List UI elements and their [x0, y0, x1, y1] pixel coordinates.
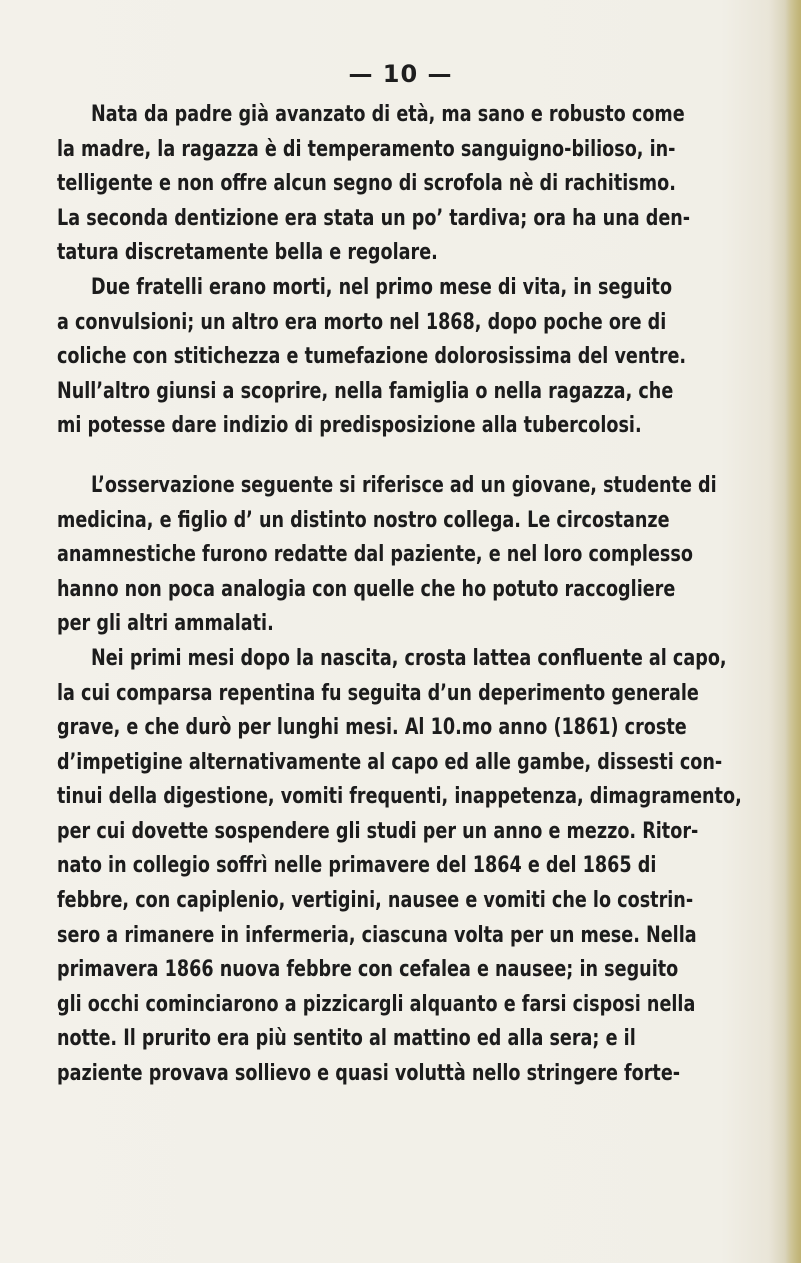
paragraph-1 [57, 98, 763, 271]
paragraph-2 [57, 271, 763, 444]
text-line: Null’altro giunsi a scoprire, nella famiglia o nella ragazza, che [57, 378, 674, 404]
text-line: paziente provava sollievo e quasi voluttà nello stringere forte- [57, 1061, 681, 1087]
text-line: tatura discretamente bella e regolare. [57, 240, 438, 266]
text-line: grave, e che durò per lunghi mesi. Al 10.mo anno (1861) croste [57, 715, 687, 741]
paragraph-gap [57, 444, 763, 469]
text-line: La seconda dentizione era stata un po’ tardiva; ora ha una den- [57, 205, 691, 231]
text-line: hanno non poca analogia con quelle che ho potuto raccogliere [57, 576, 676, 602]
text-line: gli occhi cominciarono a pizzicargli alquanto e farsi cisposi nella [57, 991, 696, 1017]
text-line: Nei primi mesi dopo la nascita, crosta lattea confluente al capo, [91, 645, 727, 671]
page-number: — 10 — [348, 60, 453, 88]
text-line: sero a rimanere in infermeria, ciascuna volta per un mese. Nella [57, 922, 697, 948]
text-line: telligente e non offre alcun segno di scrofola nè di rachitismo. [57, 171, 676, 197]
page-edge-discoloration [785, 0, 801, 1263]
text-line: febbre, con capiplenio, vertigini, nausee e vomiti che lo costrin- [57, 888, 694, 914]
paragraph-3 [57, 469, 763, 642]
text-line: per gli altri ammalati. [57, 611, 274, 637]
text-line: medicina, e figlio d’ un distinto nostro collega. Le circostanze [57, 507, 670, 533]
text-line: la cui comparsa repentina fu seguita d’un deperimento generale [57, 680, 699, 706]
text-line: per cui dovette sospendere gli studi per un anno e mezzo. Ritor- [57, 818, 699, 844]
text-line: tinui della digestione, vomiti frequenti, inappetenza, dimagramento, [57, 784, 742, 810]
text-line: L’osservazione seguente si riferisce ad un giovane, studente di [91, 472, 717, 498]
text-line: anamnestiche furono redatte dal paziente, e nel loro complesso [57, 542, 693, 568]
body-text [57, 98, 763, 1092]
text-line: Due fratelli erano morti, nel primo mese di vita, in seguito [91, 274, 673, 300]
paragraph-4 [57, 642, 763, 1092]
text-line: notte. Il prurito era più sentito al mattino ed alla sera; e il [57, 1026, 636, 1052]
text-line: d’impetigine alternativamente al capo ed alle gambe, dissesti con- [57, 749, 723, 775]
text-line: a convulsioni; un altro era morto nel 1868, dopo poche ore di [57, 309, 667, 335]
text-line: coliche con stitichezza e tumefazione dolorosissima del ventre. [57, 344, 687, 370]
text-line: nato in collegio soffrì nelle primavere del 1864 e del 1865 di [57, 853, 657, 879]
text-line: la madre, la ragazza è di temperamento sanguigno-bilioso, in- [57, 136, 676, 162]
text-line: Nata da padre già avanzato di età, ma sano e robusto come [91, 102, 685, 127]
text-line: primavera 1866 nuova febbre con cefalea e nausee; in seguito [57, 957, 679, 983]
text-line: mi potesse dare indizio di predisposizione alla tubercolosi. [57, 413, 642, 439]
